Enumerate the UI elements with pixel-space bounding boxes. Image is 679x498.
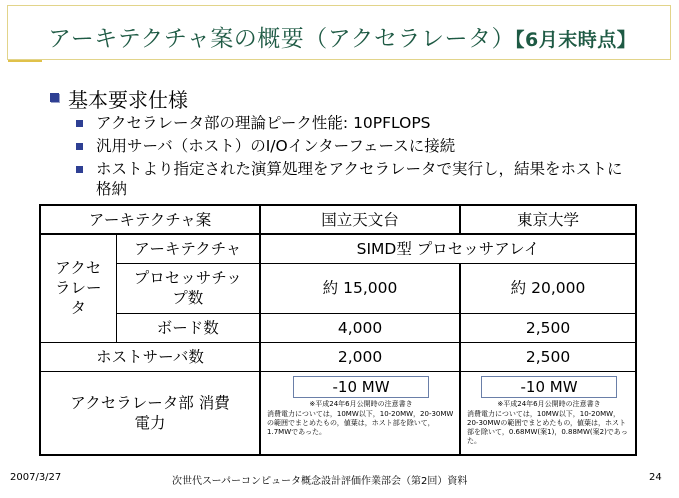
page-number: 24 <box>649 472 662 483</box>
power-note-head-naoj: ※平成24年6月公開時の注意書き <box>309 399 413 408</box>
requirement-list <box>76 113 636 202</box>
power-value-naoj: -10 MW <box>293 376 428 398</box>
power-note-head-utokyo: ※平成24年6月公開時の注意書き <box>497 399 601 408</box>
list-item <box>76 159 636 199</box>
power-note-naoj: 消費電力については，10MW以下，10-20MW，20-30MWの範囲でまとめたもの，値葉は，ホスト部を除いて，1.7MWであった。 <box>267 409 454 436</box>
list-item-text: アクセラレータ部の理論ピーク性能: 10PFLOPS <box>96 114 431 132</box>
chip-count-naoj: 約 15,000 <box>260 263 460 313</box>
table-header-label: アーキテクチャ案 <box>40 205 260 234</box>
slide-title <box>48 20 636 53</box>
accelerator-group-label: アクセラレータ <box>40 234 116 342</box>
power-value-utokyo: -10 MW <box>481 376 616 398</box>
title-frame <box>7 5 671 60</box>
slide-title-date: 【6月末時点】 <box>515 29 637 51</box>
architecture-value: SIMD型 プロセッサアレイ <box>260 234 636 263</box>
row-label-board-count: ボード数 <box>116 313 260 342</box>
list-item <box>76 113 636 133</box>
footer-date: 2007/3/27 <box>10 472 62 483</box>
row-label-host-servers: ホストサーバ数 <box>40 342 260 371</box>
list-item-text: ホストより指定された演算処理をアクセラレータで実行し，結果をホストに格納 <box>96 160 623 198</box>
list-item-text: 汎用サーバ（ホスト）のI/Oインターフェースに接続 <box>96 137 456 155</box>
row-label-architecture: アーキテクチャ <box>116 234 260 263</box>
power-cell-naoj <box>260 371 460 455</box>
power-note-utokyo: 消費電力については，10MW以下，10-20MW，20-30MWの範囲でまとめたもの，値葉は，ホスト部を除いて，0.68MW(案1)，0.88MW(案2)であった。 <box>467 409 628 445</box>
power-cell-utokyo <box>460 371 636 455</box>
row-label-chip-count: プロセッサチップ数 <box>116 263 260 313</box>
architecture-table <box>39 204 637 456</box>
list-item <box>76 136 636 156</box>
table-header-utokyo: 東京大学 <box>460 205 636 234</box>
square-bullet-icon <box>76 120 83 127</box>
title-accent-line <box>8 60 42 62</box>
host-servers-naoj: 2,000 <box>260 342 460 371</box>
chip-count-utokyo: 約 20,000 <box>460 263 636 313</box>
board-count-naoj: 4,000 <box>260 313 460 342</box>
square-bullet-icon <box>50 93 59 102</box>
board-count-utokyo: 2,500 <box>460 313 636 342</box>
slide-title-main: アーキテクチャ案の概要（アクセラレータ） <box>48 26 516 52</box>
table-header-naoj: 国立天文台 <box>260 205 460 234</box>
row-label-power: アクセラレータ部 消費電力 <box>40 371 260 455</box>
square-bullet-icon <box>76 166 83 173</box>
section-heading: 基本要求仕様 <box>68 88 188 112</box>
host-servers-utokyo: 2,500 <box>460 342 636 371</box>
footer-caption: 次世代スーパーコンピュータ概念設計評価作業部会（第2回）資料 <box>172 476 468 487</box>
square-bullet-icon <box>76 143 83 150</box>
